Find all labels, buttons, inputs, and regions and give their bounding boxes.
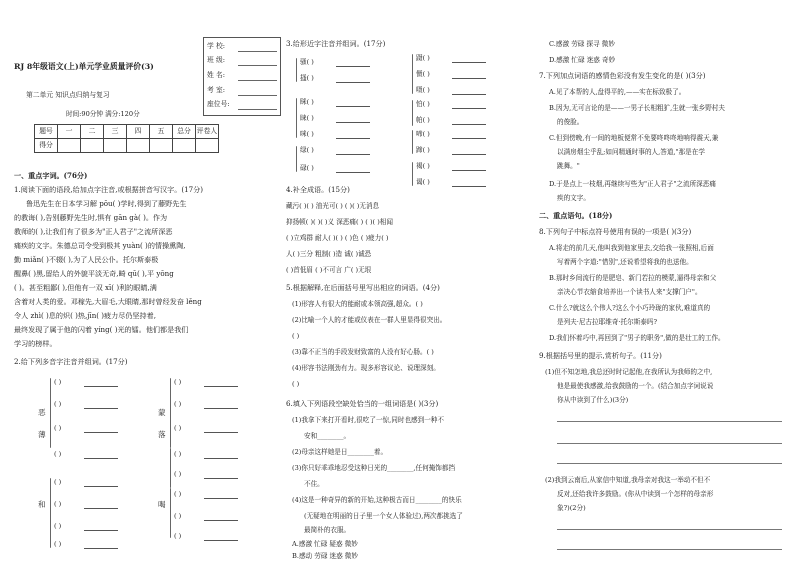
brace (50, 478, 51, 548)
idiom-line: 人( )三分 粗制( )造 诚( )诚恐 (286, 250, 372, 258)
q7-title: 7.下列加点词语的感情色彩没有发生变化的是( )(3分) (539, 71, 706, 80)
brace (296, 98, 297, 138)
q6-option[interactable]: B.感动 劳碌 迷惑 微妙 (292, 552, 358, 560)
q8-option[interactable]: C.什么?就这么个伟人?这么个小巧玲珑的家伙,难道真的 (549, 304, 711, 312)
q1-line: 痛疾的文字。朱德总司令受到极其 yuàn( )的情操熏陶, (14, 241, 186, 250)
seat-input-line[interactable] (238, 100, 277, 110)
q6-line: 不住。 (304, 480, 324, 488)
q1-line: 学习的榜样。 (14, 339, 57, 348)
brace (412, 162, 413, 186)
brace (412, 100, 413, 126)
q8-option-cont: 是列夫·尼古拉耶维奇·托尔斯泰吗? (557, 318, 658, 326)
page-title: RJ 8年级语文(上)单元学业质量评价(3) (14, 62, 154, 71)
q9-item: 他是最使我感激,给我鼓励的一个。(结合加点字词说说 (557, 382, 714, 390)
q9-item: (1)但不知怎地,我总还时时记起他,在我所认为我师的之中, (545, 368, 713, 376)
q5-item: ( ) (292, 380, 300, 388)
q7-option-cont: 的俊脸。 (557, 118, 584, 126)
q8-option-cont: 写着两个字道:"惜别",还说希望将我的也送他。 (557, 258, 693, 266)
q7-option-cont: 疾的文字。 (557, 194, 590, 202)
q7-option[interactable]: C.但到傍晚,有一间的地板便常不免要咚咚咚地响得震天,兼 (549, 134, 719, 142)
q7-option-cont: 以满房烟尘乎乱;如问精通时事的人,答道,"那是在学 (557, 148, 705, 156)
column-right (539, 0, 794, 561)
brace (170, 378, 171, 448)
q1-line: 勤 miǎn( )不辍( ),为了人民公仆。托尔斯泰极 (14, 255, 159, 264)
score-table-row: 得分 (35, 139, 219, 153)
q1-line: 醒鼻( )黑,留给人的外貌平淡无奇,畸 qū( ),平 yōng (14, 269, 174, 278)
q1-title: 1.阅读下面的语段,给加点字注音,或根据拼音写汉字。(17分) (14, 185, 203, 194)
q5-item: ( ) (292, 332, 300, 340)
info-class: 班 级: (207, 56, 226, 64)
polyphone-char: 落 (158, 430, 166, 439)
q5-item: (1)形容人有很大的能耐或本领高强,超众。( ) (292, 300, 423, 308)
info-school: 学 校: (207, 42, 226, 50)
q6-title: 6.填入下列语段空缺处恰当的一组词语是( )(3分) (286, 399, 439, 408)
info-seat: 座位号: (207, 100, 230, 108)
q7-option[interactable]: A.见了本帮的人,盘得平的,——实在标致极了。 (549, 88, 686, 96)
q8-option[interactable]: A.将走的前几天,他叫我到他家里去,交给我一张照相,后面 (549, 244, 714, 252)
q6-option[interactable]: A.感激 忙碌 疑惑 微妙 (292, 540, 358, 548)
answer-line[interactable] (557, 548, 782, 550)
q3-title: 3.给形近字注音并组词。(17分) (286, 39, 386, 48)
q6-line: 最简朴的衣服。 (304, 526, 351, 534)
brace (50, 378, 51, 448)
polyphone-char: 薄 (38, 430, 46, 439)
q9-item: 象?)(2分) (557, 504, 586, 512)
q6-line: (3)你只好乖乖地忍受这种日光的________,任何掩饰都挡 (292, 464, 456, 472)
q5-title: 5.根据解释,在后面括号里写出相应的词语。(4分) (286, 283, 440, 292)
q9-item: (2)我到云南后,从家信中知道,我母亲对我这一举动不但不 (545, 476, 711, 484)
brace (412, 54, 413, 94)
q9-title: 9.根据括号里的提示,赏析句子。(11分) (539, 351, 662, 360)
q1-line: 最终发现了属于他的闪着 yíng( )光的镭。他们都是我们 (14, 325, 189, 334)
q5-item: (4)形容书法刚劲有力。现多形容议论、说理深刻。 (292, 364, 440, 372)
brace (412, 130, 413, 154)
score-table-header: 题号 一 二 三 四 五 总分 评卷人 (35, 125, 219, 139)
brace (296, 58, 297, 82)
section1-title: 一、重点字词。(76分) (14, 171, 88, 180)
q7-option[interactable]: B.因为,无可言论的是——一男子长相粗犷,生就一张乡野村夫 (549, 104, 725, 112)
student-info-box (203, 37, 281, 116)
room-input-line[interactable] (238, 86, 277, 96)
q7-option-cont: 跳舞。" (557, 162, 580, 170)
answer-line[interactable] (557, 442, 782, 444)
column-middle: 3.给形近字注音并组词。(17分) 骚( ) 搔( ) 眯( ) 睐( ) 咪( ) 绿( ) 碌( ) 蹑( ) 慑( ) 嗫( ) 怕( ) 帕( ) 啼( ) 蹄( ) 褐( ) 谒( ) 4.补全成语。(15分) 藏污( )( ) 油光可( ) ( )( )无消息 抑扬顿( )( )( )义 深恶痛( ) ( )( )相闻 ( )立鸡群 耐人( )( ) ( )色 ( )疲力( ) 人( )三分 粗制( )造 诚( )诚恐 ( )首低眉 ( )不可言 广( )无垠 5.根据解释,在后面括号里写出相应的词语。(4分) (1)形容人有很大的能耐或本领高强,超众。( ) (2)比喻一个人的才能或仪表在一群人里显得很突出。 ( ) (3)靠不正当的手段发财致富的人没有好心肠。( ) (4)形容书法刚劲有力。现多形容议论、说理深刻。 ( ) 6.填入下列语段空缺处恰当的一组词语是( )(3分) (1)我拿下来打开看时,很吃了一惊,同时也感到一种不 安和________。 (2)母亲这样她是日________着。 (3)你只好乖乖地忍受这种日光的________,任何掩饰都挡 不住。 (4)这是一种奇异的新的开始,这种极古而日________的快乐 (无疑地在明丽的日子里一个女人体验过),两次都挑选了 最简朴的衣服。 A.感激 忙碌 疑惑 微妙 B.感动 劳碌 迷惑 微妙 (284, 0, 539, 561)
polyphone-char: 蒙 (158, 408, 166, 417)
info-room: 考 室: (207, 86, 226, 94)
brace (170, 448, 171, 488)
idiom-line: 抑扬顿( )( )( )义 深恶痛( ) ( )( )相闻 (286, 218, 393, 226)
q4-title: 4.补全成语。(15分) (286, 185, 350, 194)
unit-subtitle: 第二单元 知识点归纳与复习 (26, 91, 110, 99)
school-input-line[interactable] (238, 42, 277, 52)
q1-line: 鲁迅先生在日本学习解 pōu( )学时,得到了藤野先生 (26, 199, 187, 208)
idiom-line: 藏污( )( ) 油光可( ) ( )( )无消息 (286, 202, 380, 210)
answer-line[interactable] (557, 462, 782, 464)
q1-line: 含着对人类的爱。邓稼先,大眉毛,大眼睛,那时曾经发奋 lěng (14, 297, 202, 306)
q1-line: 的教诲( ),告别藤野先生时,惧有 gān gà( )。作为 (14, 213, 168, 222)
polyphone-char: 恶 (38, 408, 46, 417)
time-score-info: 时间:90分钟 满分:120分 (66, 110, 140, 118)
class-input-line[interactable] (238, 56, 277, 66)
name-input-line[interactable] (238, 71, 277, 81)
q5-item: (3)靠不正当的手段发财致富的人没有好心肠。( ) (292, 348, 434, 356)
section2-title: 二、重点语句。(18分) (539, 211, 613, 220)
polyphone-char: 和 (38, 500, 46, 509)
q6-line: (1)我拿下来打开看时,很吃了一惊,同时也感到一种不 (292, 416, 444, 424)
idiom-line: ( )立鸡群 耐人( )( ) ( )色 ( )疲力( ) (286, 234, 389, 242)
q6-option[interactable]: D.感激 忙碌 迷惑 奇妙 (549, 56, 616, 64)
answer-line[interactable] (557, 528, 782, 530)
q8-title: 8.下列句子中标点符号使用有误的一项是( )(3分) (539, 227, 692, 236)
q5-item: (2)比喻一个人的才能或仪表在一群人里显得很突出。 (292, 316, 447, 324)
q8-option[interactable]: B.那时乡间流行的是肥皂、新门若拉的模蒙,逼得母亲和父 (549, 274, 717, 282)
q6-line: (2)母亲这样她是日________着。 (292, 448, 388, 456)
score-table (34, 124, 219, 153)
answer-line[interactable] (557, 420, 782, 422)
brace (296, 146, 297, 172)
brace (170, 488, 171, 538)
q6-line: 安和________。 (304, 432, 351, 440)
q8-option[interactable]: D.我们怀着巧中,再回到了"男子的职务",做的是壮工的工作。 (549, 334, 725, 342)
q6-option[interactable]: C.感激 劳碌 探寻 微妙 (549, 40, 615, 48)
q1-line: 令人 zhì( )息的炽( )热,jīn( )疲力尽仍坚持着, (14, 311, 156, 320)
q6-line: (无疑地在明丽的日子里一个女人体验过),两次都挑选了 (304, 512, 463, 520)
q1-line: 教师的( ),让我们有了很多为"正人君子"之流所深恶 (14, 227, 173, 236)
q6-line: (4)这是一种奇异的新的开始,这种极古而日________的快乐 (292, 496, 462, 504)
q9-item: 你从中读到了什么)(3分) (557, 396, 629, 404)
idiom-line: ( )首低眉 ( )不可言 广( )无垠 (286, 266, 372, 274)
q7-option[interactable]: D.于是点上一枝烟,再继续写些为"正人君子"之流所深恶痛 (549, 180, 716, 188)
column-left: RJ 8年级语文(上)单元学业质量评价(3) 学 校: 班 级: 姓 名: 考 室: 座位号: 第二单元 知识点归纳与复习 时间:90分钟 满分:120分 题号 一 二 三 四 五 总分 评卷人 得分 一、重点字词。(76分) 1.阅读下面的语段,给加点字注音,或根据拼音写汉字。(17分) 鲁迅先生在日本学习解 pōu( )学时,得到了藤野先生 的教诲( ),告别藤野先生时,惧有 gān gà( )。作为 教师的( ),让我们有了很多为"正人君子"之流所深恶 痛疾的文字。朱德总司令受到极其 yuàn( )的情操熏陶, 勤 miǎn( )不辍( ),为了人民公仆。托尔斯泰极 醒鼻( )黑,留给人的外貌平淡无奇,畸 qū( ),平 yōng ( )。甚至粗鄙( ),但他有一双 xī( )利的眼睛,满 含着对人类的爱。邓稼先,大眉毛,大眼睛,那时曾经发奋 lěng 令人 zhì( )息的炽( )热,jīn( )疲力尽仍坚持着, 最终发现了属于他的闪着 yíng( )光的镭。他们都是我们 学习的榜样。 2.给下列多音字注音并组词。(17分) 恶 ( ) ( ) ( ) 蒙 ( ) ( ) ( ) 薄 ( ) 落 ( ) ( ) 和 ( ) ( ) ( ) ( ) 喝 ( ) ( ) ( ) (0, 0, 284, 561)
q1-line: ( )。甚至粗鄙( ),但他有一双 xī( )利的眼睛,满 (14, 283, 157, 292)
q2-title: 2.给下列多音字注音并组词。(17分) (14, 357, 128, 366)
q9-item: 反对,还给我许多鼓励。(你从中读到一个怎样的母亲形 (557, 490, 714, 498)
q8-option-cont: 亲决心节衣缩食培养出一个读书人来"支撑门户"。 (557, 288, 702, 296)
info-name: 姓 名: (207, 71, 226, 79)
polyphone-char: 喝 (158, 500, 166, 509)
